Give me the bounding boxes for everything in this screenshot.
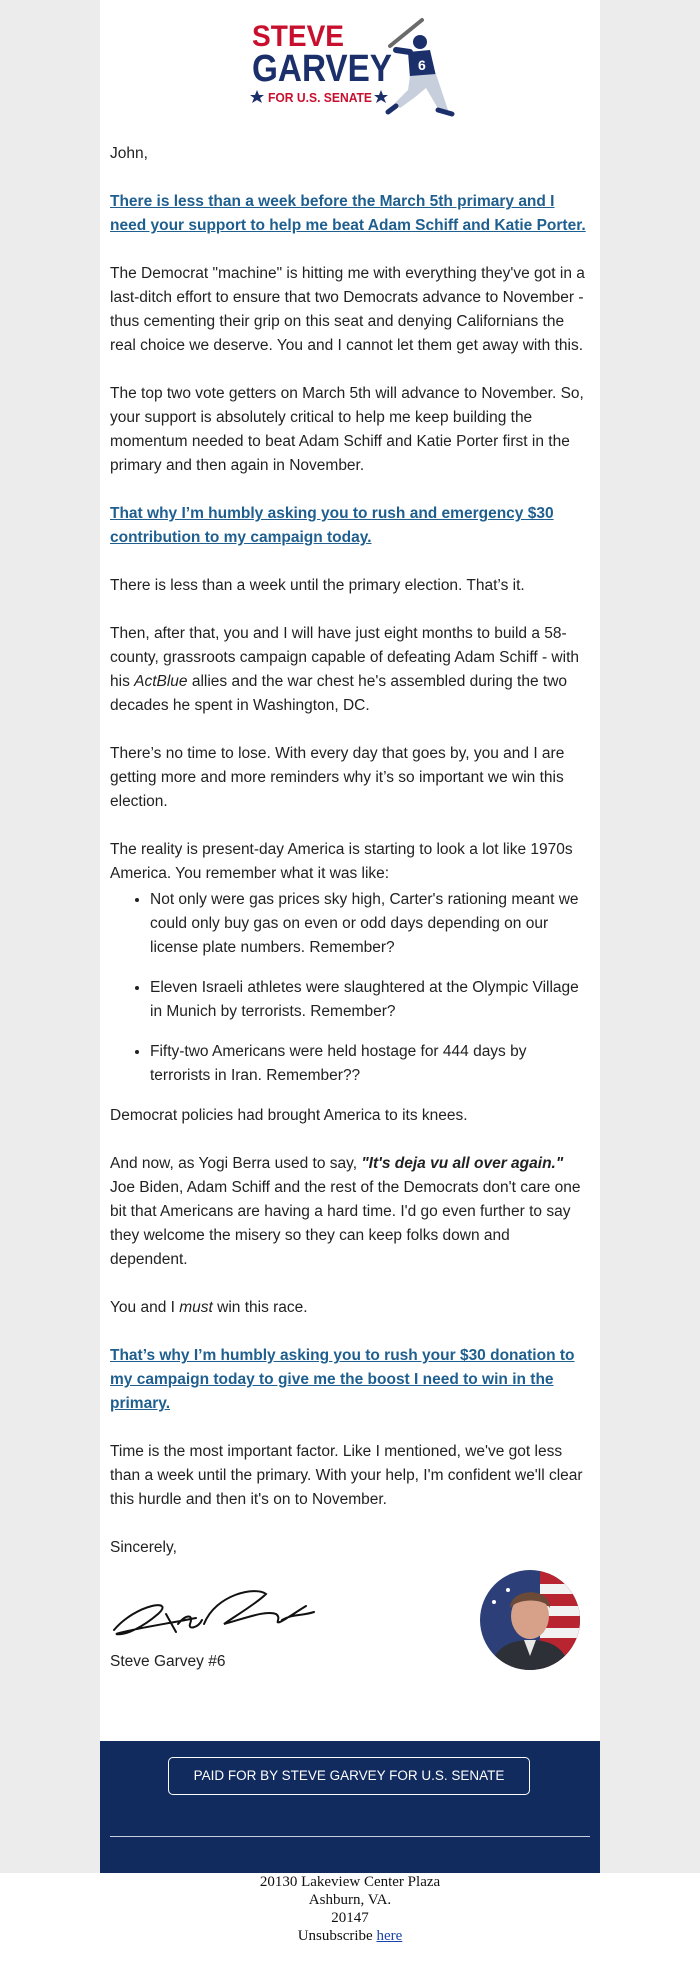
donation-link[interactable]: That’s why I’m humbly asking you to rush your $30 donation to my campaign today to give me the boost I need to win in the primary. [110, 1347, 575, 1412]
signature-name: Steve Garvey #6 [110, 1653, 226, 1670]
address-line: 20130 Lakeview Center Plaza [259, 1874, 441, 1890]
paragraph-knees: Democrat policies had brought America to its knees. [110, 1107, 468, 1124]
paragraph-must-win [110, 1296, 590, 1320]
logo-jersey-number: 6 [418, 57, 426, 73]
logo-tagline: FOR U.S. SENATE [268, 90, 373, 105]
email-footer [100, 1741, 600, 1873]
unsubscribe-link[interactable]: here [376, 1928, 403, 1944]
list-item: • Not only were gas prices sky high, Carter's rationing meant we could only buy gas on even or odd days depending on our license plate numbers. Remember? [150, 888, 590, 960]
star-icon [250, 90, 264, 103]
paragraph-no-time: There’s no time to lose. With every day that goes by, you and I are getting more and more reminders why it’s so important we win this election. [110, 745, 565, 810]
logo-name-line1: STEVE [252, 20, 344, 53]
paragraph-top-two: The top two vote getters on March 5th will advance to November. So, your support is absolutely critical to help me keep building the momentum needed to beat Adam Schiff and Katie Porter first in the primary and then again in November. [110, 385, 584, 474]
text-fragment: Joe Biden, Adam Schiff and the rest of the Democrats don't care one bit that Americans are having a hard time. I'd go even further to say they welcome the misery so they can keep folks down and dependent. [110, 1179, 581, 1268]
paragraph-time-factor: Time is the most important factor. Like I mentioned, we've got less than a week until the primary. With your help, I'm confident we'll clear this hurdle and then it's on to November. [110, 1443, 583, 1508]
left-gutter [0, 0, 100, 1873]
footer-divider [110, 1836, 590, 1837]
paragraph-less-than-week: There is less than a week until the primary election. That’s it. [110, 577, 525, 594]
greeting: John, [110, 145, 148, 162]
mailing-address [0, 1873, 700, 1945]
handwritten-signature [106, 1584, 321, 1644]
support-link[interactable]: There is less than a week before the March 5th primary and I need your support to help me beat Adam Schiff and Katie Porter. [110, 193, 586, 234]
address-line: Ashburn, VA. [308, 1892, 392, 1908]
signature-block [110, 1584, 590, 1674]
support-link-paragraph [110, 190, 590, 238]
contribution-link[interactable]: That why I’m humbly asking you to rush and emergency $30 contribution to my campaign today. [110, 505, 554, 546]
reminder-list [110, 888, 590, 1088]
paragraph-1970s: The reality is present-day America is starting to look a lot like 1970s America. You remember what it was like: [110, 841, 573, 882]
baseball-player-icon [388, 20, 452, 114]
actblue-emphasis: ActBlue [134, 673, 188, 690]
paragraph-eight-months [110, 622, 590, 718]
paragraph-democrat-machine: The Democrat "machine" is hitting me with everything they've got in a last-ditch effort to ensure that two Democrats advance to November - thus cementing their grip on this seat and denying Californians the real choice we deserve. You and I cannot let them get away with this. [110, 265, 585, 354]
must-emphasis: must [179, 1299, 213, 1316]
text-fragment: And now, as Yogi Berra used to say, [110, 1155, 362, 1172]
text-fragment: win this race. [212, 1299, 308, 1316]
right-gutter [600, 0, 700, 1873]
paid-for-disclaimer: PAID FOR BY STEVE GARVEY FOR U.S. SENATE [168, 1757, 530, 1795]
email-body [110, 142, 590, 1674]
logo-name-line2: GARVEY [252, 48, 392, 90]
email-header [100, 0, 600, 130]
text-fragment: Then, after that, you and I will have just eight months to build a 58-county, grassroots campaign capable of defeating Adam Schiff - with his [110, 625, 579, 690]
list-item: • Eleven Israeli athletes were slaughtered at the Olympic Village in Munich by terrorists. Remember? [150, 976, 590, 1024]
candidate-photo [480, 1570, 580, 1670]
donation-link-paragraph [110, 1344, 590, 1416]
address-line: 20147 [331, 1910, 369, 1926]
list-item: • Fifty-two Americans were held hostage for 444 days by terrorists in Iran. Remember?? [150, 1040, 590, 1088]
yogi-quote: "It's deja vu all over again." [361, 1155, 564, 1172]
text-fragment: You and I [110, 1299, 180, 1316]
unsubscribe-line [0, 1927, 700, 1945]
unsubscribe-text: Unsubscribe [297, 1928, 373, 1944]
email-container [100, 0, 600, 1873]
campaign-logo [250, 16, 460, 124]
paragraph-deja-vu [110, 1152, 590, 1272]
text-fragment: allies and the war chest he's assembled during the two decades he spent in Washington, DC. [110, 673, 568, 714]
closing: Sincerely, [110, 1539, 177, 1556]
contribution-link-paragraph [110, 502, 590, 550]
star-icon [374, 90, 388, 103]
